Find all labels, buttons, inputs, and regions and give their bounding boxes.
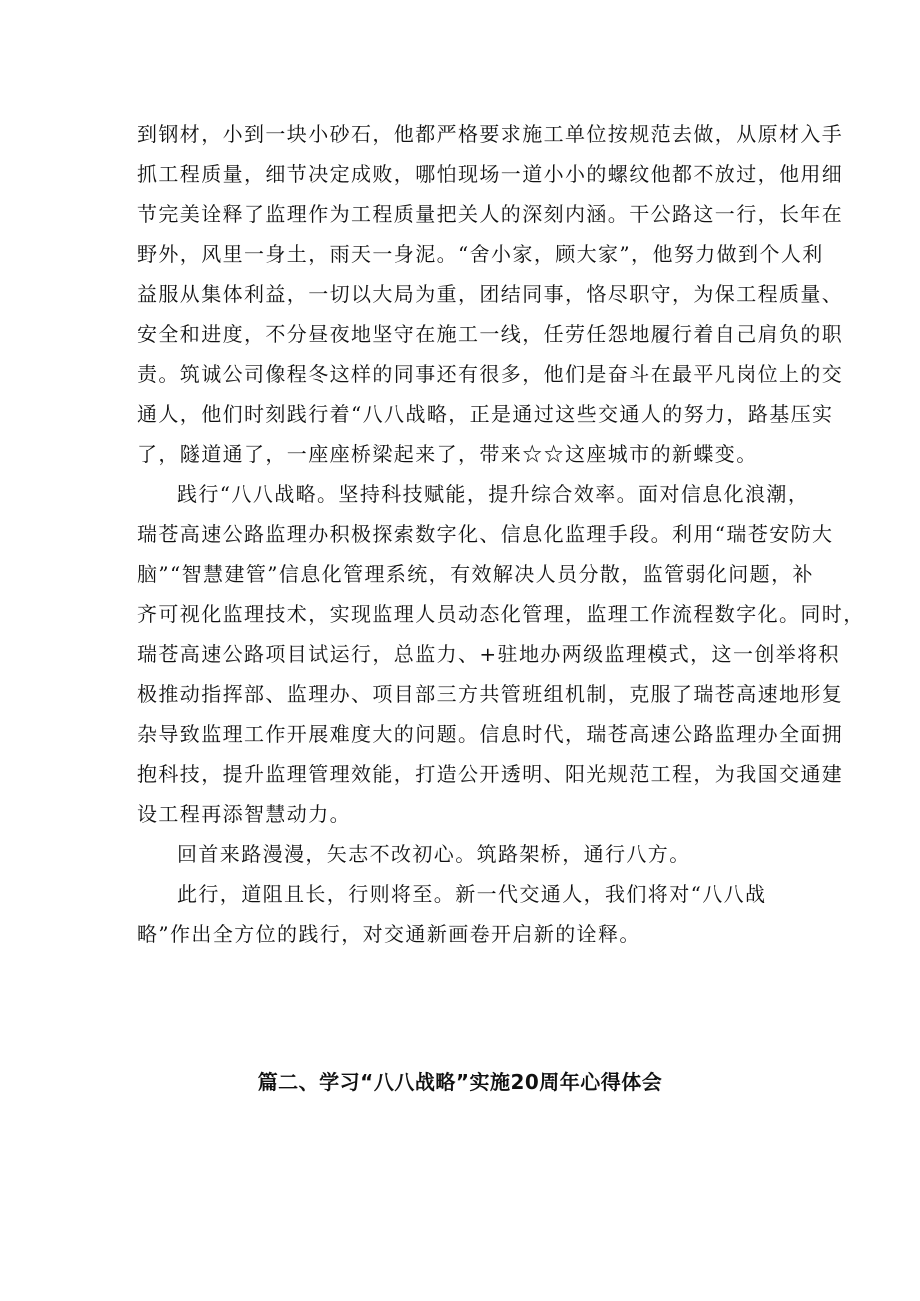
paragraph-1 xyxy=(137,114,844,474)
paragraph-4 xyxy=(137,874,787,954)
text-line: 脑”“智慧建管”信息化管理系统，有效解决人员分散，监管弱化问题，补 xyxy=(137,562,814,586)
paragraph-2 xyxy=(137,474,865,834)
text-line: 设工程再添智慧动力。 xyxy=(137,802,351,826)
text-line: 抱科技，提升监理管理效能，打造公开透明、阳光规范工程，为我国交通建 xyxy=(137,762,844,786)
document-body xyxy=(137,114,865,954)
text-line: 瑞苍高速公路项目试运行，总监力、+驻地办两级监理模式，这一创举将积 xyxy=(137,642,840,666)
text-line: 野外，风里一身土，雨天一身泥。“舍小家，顾大家”，他努力做到个人利 xyxy=(137,242,824,266)
text-line: 极推动指挥部、监理办、项目部三方共管班组机制，克服了瑞苍高速地形复 xyxy=(137,682,844,706)
text-line: 责。筑诚公司像程冬这样的同事还有很多，他们是奋斗在最平凡岗位上的交 xyxy=(137,362,844,386)
text-line: 回首来路漫漫，矢志不改初心。筑路架桥，通行八方。 xyxy=(177,842,691,866)
text-line: 此行，道阻且长，行则将至。新一代交通人，我们将对“八八战 xyxy=(177,882,767,906)
text-line: 了，隧道通了，一座座桥梁起来了，带来☆☆这座城市的新蝶变。 xyxy=(137,442,758,466)
paragraph-3 xyxy=(137,834,787,874)
section-title: 篇二、学习“八八战略”实施20周年心得体会 xyxy=(257,1070,663,1094)
text-line: 节完美诠释了监理作为工程质量把关人的深刻内涵。干公路这一行，长年在 xyxy=(137,202,844,226)
text-line: 践行“八八战略。坚持科技赋能，提升综合效率。面对信息化浪潮， xyxy=(177,482,810,506)
text-line: 瑞苍高速公路监理办积极探索数字化、信息化监理手段。利用“瑞苍安防大 xyxy=(137,522,834,546)
text-line: 通人，他们时刻践行着“八八战略，正是通过这些交通人的努力，路基压实 xyxy=(137,402,834,426)
text-line: 到钢材，小到一块小砂石，他都严格要求施工单位按规范去做，从原材入手 xyxy=(137,122,844,146)
text-line: 安全和进度，不分昼夜地坚守在施工一线，任劳任怨地履行着自己肩负的职 xyxy=(137,322,844,346)
text-line: 杂导致监理工作开展难度大的问题。信息时代，瑞苍高速公路监理办全面拥 xyxy=(137,722,844,746)
text-line: 齐可视化监理技术，实现监理人员动态化管理，监理工作流程数字化。同时， xyxy=(137,602,865,626)
text-line: 益服从集体利益，一切以大局为重，团结同事，恪尽职守，为保工程质量、 xyxy=(137,282,844,306)
text-line: 略”作出全方位的践行，对交通新画卷开启新的诠释。 xyxy=(137,922,641,946)
text-line: 抓工程质量，细节决定成败，哪怕现场一道小小的螺纹他都不放过，他用细 xyxy=(137,162,844,186)
